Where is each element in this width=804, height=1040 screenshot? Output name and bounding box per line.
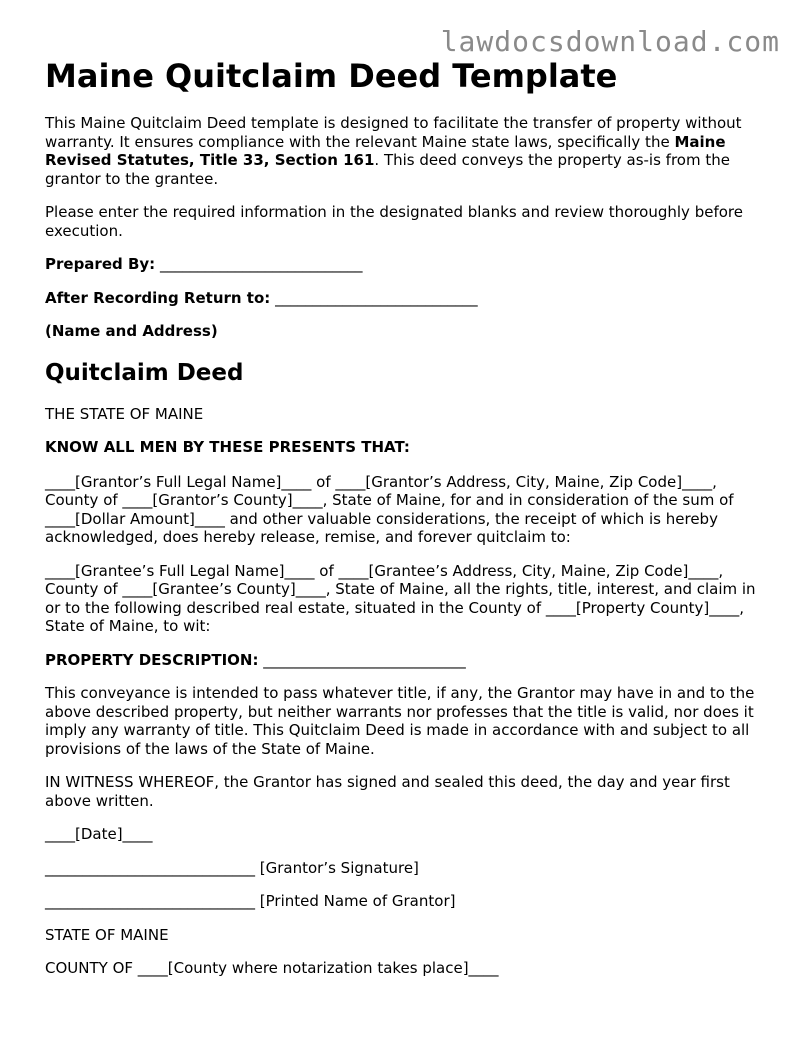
prepared-by-blank: ___________________________ (159, 255, 363, 273)
document-page (45, 58, 770, 993)
notary-county-line: COUNTY OF ____[County where notarization takes place]____ (45, 959, 499, 977)
intro-text-2: . This deed conveys the property as-is from the grantor to the grantee. (45, 151, 730, 188)
witness-paragraph: IN WITNESS WHEREOF, the Grantor has signed and sealed this deed, the day and year first above written. (45, 773, 730, 810)
intro-text-1: This Maine Quitclaim Deed template is designed to facilitate the transfer of property without warranty. It ensures compliance with the relevant Maine state laws, specifically the (45, 114, 742, 151)
instructions-paragraph: Please enter the required information in the designated blanks and review thoroughly before execution. (45, 203, 743, 240)
statute-reference: Maine Revised Statutes, Title 33, Section 161 (45, 132, 726, 169)
prepared-by-label: Prepared By: (45, 255, 156, 273)
intro-paragraph (45, 114, 770, 188)
property-description-label: PROPERTY DESCRIPTION: (45, 650, 259, 669)
notary-state-line: STATE OF MAINE (45, 925, 169, 944)
date-line: ____[Date]____ (45, 825, 153, 843)
prepared-by-line (45, 255, 770, 274)
conveyance-paragraph: This conveyance is intended to pass whatever title, if any, the Grantor may have in and to the above described property, but neither warrants nor professes that the title is valid, nor does it imply any warranty of title. This Quitclaim Deed is made in accordance with and subject to all provisions of the laws of the State of Maine. (45, 684, 755, 758)
grantor-signature-line: ____________________________ [Grantor’s Signature] (45, 858, 419, 877)
name-address-label: (Name and Address) (45, 322, 218, 340)
grantor-paragraph: ____[Grantor’s Full Legal Name]____ of ____[Grantor’s Address, City, Maine, Zip Code]____, County of ____[Grantor’s County]____, State of Maine, for and in consideration of the sum of ____[Dollar Amount]____ and other valuable considerations, the receipt of which is hereby acknowledged, does hereby release, remise, and forever quitclaim to: (45, 472, 734, 546)
state-line: THE STATE OF MAINE (45, 404, 204, 423)
return-to-blank: ___________________________ (275, 288, 478, 307)
return-to-line (45, 289, 770, 308)
document-title: Maine Quitclaim Deed Template (45, 57, 618, 95)
property-description-blank: ___________________________ (263, 650, 466, 669)
grantee-paragraph: ____[Grantee’s Full Legal Name]____ of ____[Grantee’s Address, City, Maine, Zip Code]____, County of ____[Grantee’s County]____, State of Maine, all the rights, title, interest, and claim in or to the following described real estate, situated in the County of ____[Property County]____, State of Maine, to wit: (45, 561, 756, 635)
printed-name-line: ____________________________ [Printed Name of Grantor] (45, 892, 456, 910)
watermark: lawdocsdownload.com (440, 25, 780, 58)
section-title: Quitclaim Deed (45, 359, 244, 386)
return-to-label: After Recording Return to: (45, 288, 271, 307)
know-all-heading: KNOW ALL MEN BY THESE PRESENTS THAT: (45, 438, 410, 456)
property-description-line (45, 651, 770, 670)
